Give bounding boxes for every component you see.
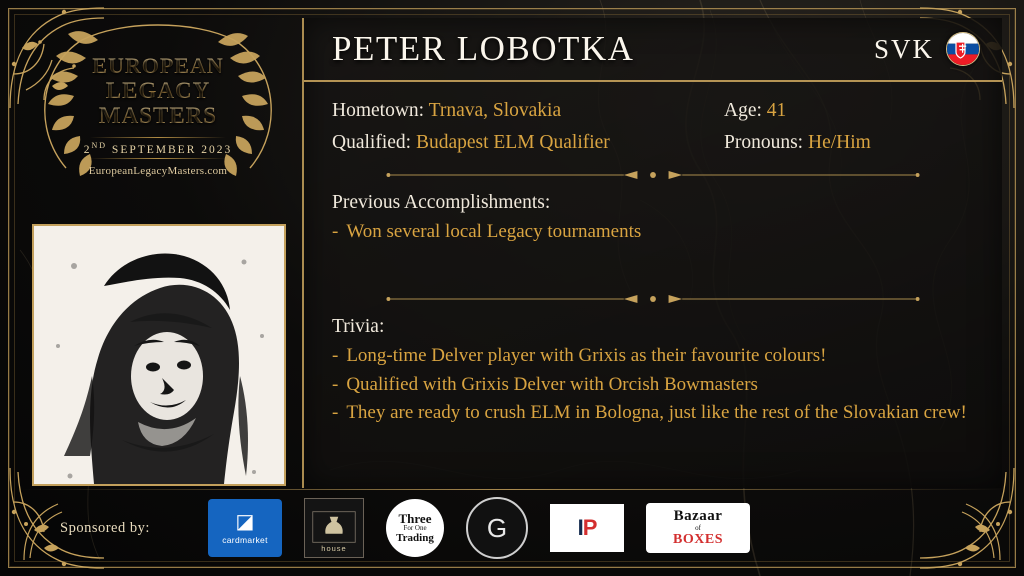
player-country xyxy=(874,32,980,66)
three-line-3: Trading xyxy=(396,531,434,544)
player-info-panel xyxy=(302,18,1002,488)
section-divider-top xyxy=(332,166,974,184)
accomplishment-text: Won several local Legacy tournaments xyxy=(346,221,642,242)
bullet-dash: - xyxy=(332,402,339,424)
qualified-field xyxy=(332,132,724,154)
event-date xyxy=(84,137,233,160)
event-date-month: SEPTEMBER xyxy=(111,143,197,156)
event-logo-title xyxy=(92,52,224,128)
trivia-text: They are ready to crush ELM in Bologna, just like the rest of the Slovakian crew! xyxy=(346,402,967,424)
player-portrait xyxy=(32,224,286,486)
hometown-field xyxy=(332,100,724,122)
trivia-section xyxy=(332,316,974,426)
sponsor-house-of-cards[interactable] xyxy=(304,499,364,557)
age-label: Age: xyxy=(724,100,762,121)
pronouns-value: He/Him xyxy=(807,132,871,153)
player-info-body xyxy=(304,82,1002,426)
age-value: 41 xyxy=(766,100,787,121)
house-vase-icon xyxy=(305,510,363,544)
bazaar-line-3: BOXES xyxy=(673,532,723,547)
trivia-text: Long-time Delver player with Grixis as their favourite colours! xyxy=(346,345,827,366)
player-name-row xyxy=(304,18,1002,82)
accomplishments-section xyxy=(332,192,974,278)
footer-divider xyxy=(22,489,1002,490)
logo-line-1: EUROPEAN xyxy=(92,52,224,78)
gaming-circle-label: G xyxy=(466,497,528,559)
hometown-value: Trnava, Slovakia xyxy=(428,100,562,121)
trivia-text: Qualified with Grixis Delver with Orcish Bowmasters xyxy=(346,373,758,395)
portrait-artwork xyxy=(34,226,284,484)
bullet-dash: - xyxy=(332,373,339,395)
slovakia-flag-icon xyxy=(946,32,980,66)
sponsors-bar xyxy=(60,496,964,560)
qualified-value: Budapest ELM Qualifier xyxy=(415,132,610,153)
pronouns-field xyxy=(724,132,974,154)
bazaar-line-2: of xyxy=(695,524,701,532)
event-date-day: 2 xyxy=(83,143,92,156)
list-item xyxy=(332,220,974,245)
player-name: PETER LOBOTKA xyxy=(332,29,635,68)
event-website: EuropeanLegacyMasters.com xyxy=(88,165,228,178)
bullet-dash: - xyxy=(332,221,339,242)
logo-line-3: MASTERS xyxy=(92,104,223,127)
sponsor-cardmarket[interactable] xyxy=(208,499,282,557)
player-info-grid xyxy=(332,100,974,154)
list-item xyxy=(332,373,974,398)
list-item xyxy=(332,344,974,369)
section-divider-bottom xyxy=(332,290,974,308)
sponsor-bazaar-of-boxes[interactable] xyxy=(646,499,750,557)
ip-letter-2: P xyxy=(582,515,597,540)
cardmarket-label: cardmarket xyxy=(222,534,268,545)
cardmarket-mark-icon: ◪ xyxy=(235,510,255,533)
sponsor-three-for-one-trading[interactable] xyxy=(386,499,444,557)
country-code: SVK xyxy=(873,33,934,64)
sponsor-gaming-circle[interactable] xyxy=(466,499,528,557)
ip-letter-1: I xyxy=(577,515,583,540)
event-date-suffix: ND xyxy=(91,140,108,150)
list-item xyxy=(332,401,974,426)
event-logo xyxy=(22,18,294,214)
trivia-title: Trivia: xyxy=(332,316,385,337)
accomplishments-title: Previous Accomplishments: xyxy=(332,192,551,213)
sponsors-label: Sponsored by: xyxy=(60,519,150,536)
accomplishments-list xyxy=(332,220,974,245)
hometown-label: Hometown: xyxy=(332,100,425,121)
age-field xyxy=(724,100,974,122)
event-date-year: 2023 xyxy=(201,143,233,156)
sponsor-logos xyxy=(208,499,964,557)
house-label: house xyxy=(321,544,347,553)
three-line-1: Three xyxy=(398,511,432,527)
qualified-label: Qualified: xyxy=(332,132,412,153)
sponsor-ip[interactable] xyxy=(550,499,624,557)
bullet-dash: - xyxy=(332,345,339,366)
left-column xyxy=(22,18,294,488)
bazaar-line-1: Bazaar xyxy=(673,508,723,524)
logo-line-2: LEGACY xyxy=(92,79,223,102)
trivia-list xyxy=(332,344,974,426)
three-line-2: For One xyxy=(403,524,427,533)
pronouns-label: Pronouns: xyxy=(724,132,804,153)
